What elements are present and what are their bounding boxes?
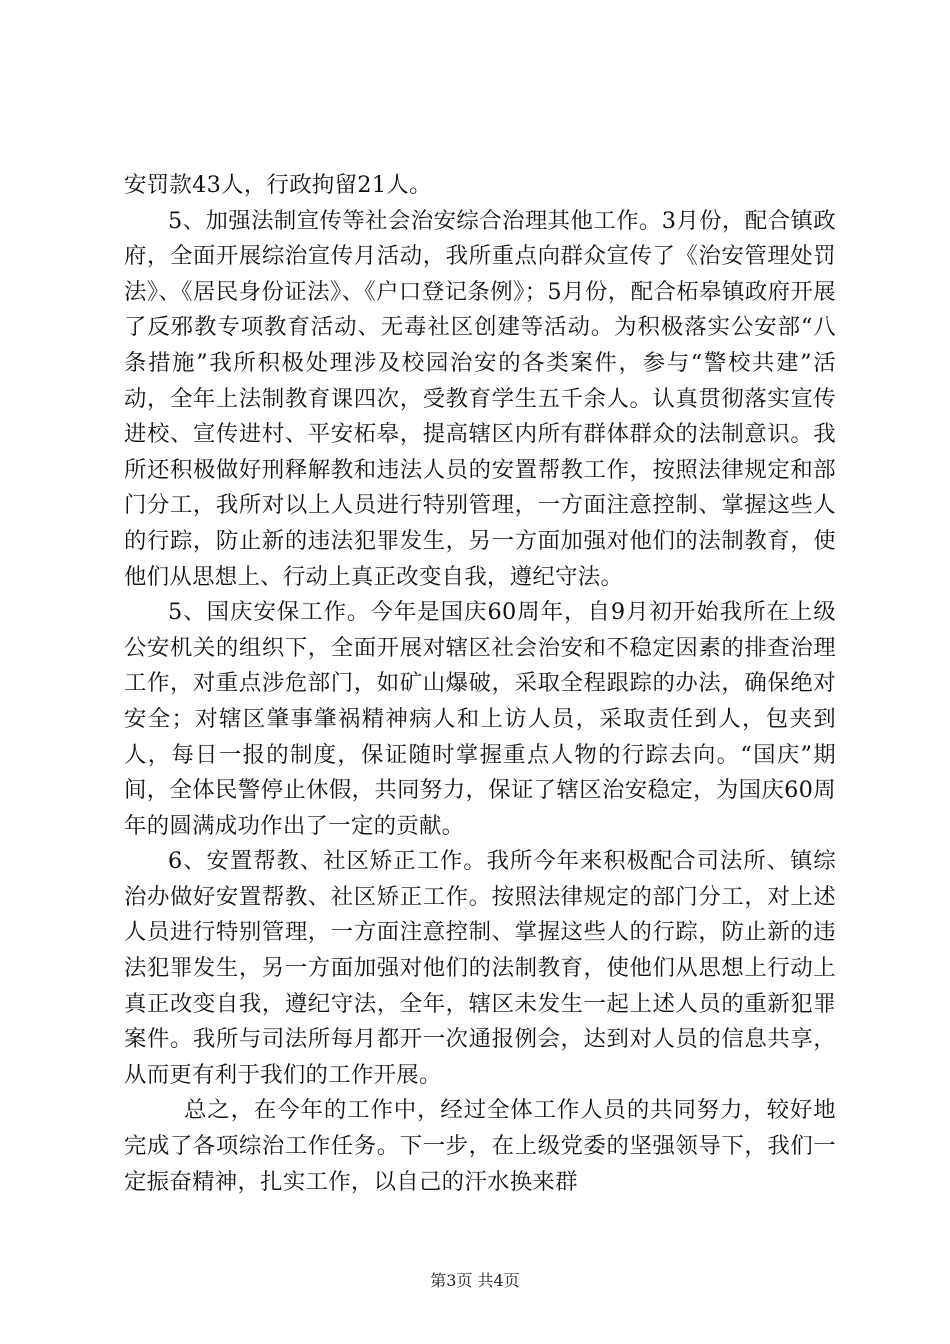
paragraph-legal-publicity: 5、加强法制宣传等社会治安综合治理其他工作。3月份，配合镇政府，全面开展综治宣传月活动，我所重点向群众宣传了《治安管理处罚法》、《居民身份证法》、《户口登记条例》；5月份，配合柘皋镇政府开展了反邪教专项教育活动、无毒社区创建等活动。为积极落实公安部“八条措施”我所积极处理涉及校园治安的各类案件，参与“警校共建”活动，全年上法制教育课四次，受教育学生五千余人。认真贯彻落实宣传进校、宣传进村、平安柘皋，提高辖区内所有群体群众的法制意识。我所还积极做好刑释解教和违法人员的安置帮教工作，按照法律规定和部门分工，我所对以上人员进行特别管理，一方面注意控制、掌握这些人的行踪，防止新的违法犯罪发生，另一方面加强对他们的法制教育，使他们从思想上、行动上真正改变自我，遵纪守法。 bbox=[124, 207, 836, 590]
paragraph-national-day-security: 5、国庆安保工作。今年是国庆60周年，自9月初开始我所在上级公安机关的组织下，全面开展对辖区社会治安和不稳定因素的排查治理工作，对重点涉危部门，如矿山爆破，采取全程跟踪的办法，确保绝对安全；对辖区肇事肇祸精神病人和上访人员，采取责任到人，包夹到人，每日一报的制度，保证随时掌握重点人物的行踪去向。“国庆”期间，全体民警停止休假，共同努力，保证了辖区治安稳定，为国庆60周年的圆满成功作出了一定的贡献。 bbox=[124, 599, 836, 839]
document-body bbox=[124, 168, 836, 1200]
paragraph-continuation: 安罚款43人，行政拘留21人。 bbox=[124, 172, 432, 198]
paragraph-summary: 总之，在今年的工作中，经过全体工作人员的共同努力，较好地完成了各项综治工作任务。下一步，在上级党委的坚强领导下，我们一定振奋精神，扎实工作，以自己的汗水换来群 bbox=[124, 1097, 836, 1195]
page-number-footer: 第3页 共4页 bbox=[430, 1271, 520, 1290]
paragraph-resettlement-correction: 6、安置帮教、社区矫正工作。我所今年来积极配合司法所、镇综治办做好安置帮教、社区矫正工作。按照法律规定的部门分工，对上述人员进行特别管理，一方面注意控制、掌握这些人的行踪，防止新的违法犯罪发生，另一方面加强对他们的法制教育，使他们从思想上行动上真正改变自我，遵纪守法，全年，辖区未发生一起上述人员的重新犯罪案件。我所与司法所每月都开一次通报例会，达到对人员的信息共享，从而更有利于我们的工作开展。 bbox=[124, 848, 836, 1088]
